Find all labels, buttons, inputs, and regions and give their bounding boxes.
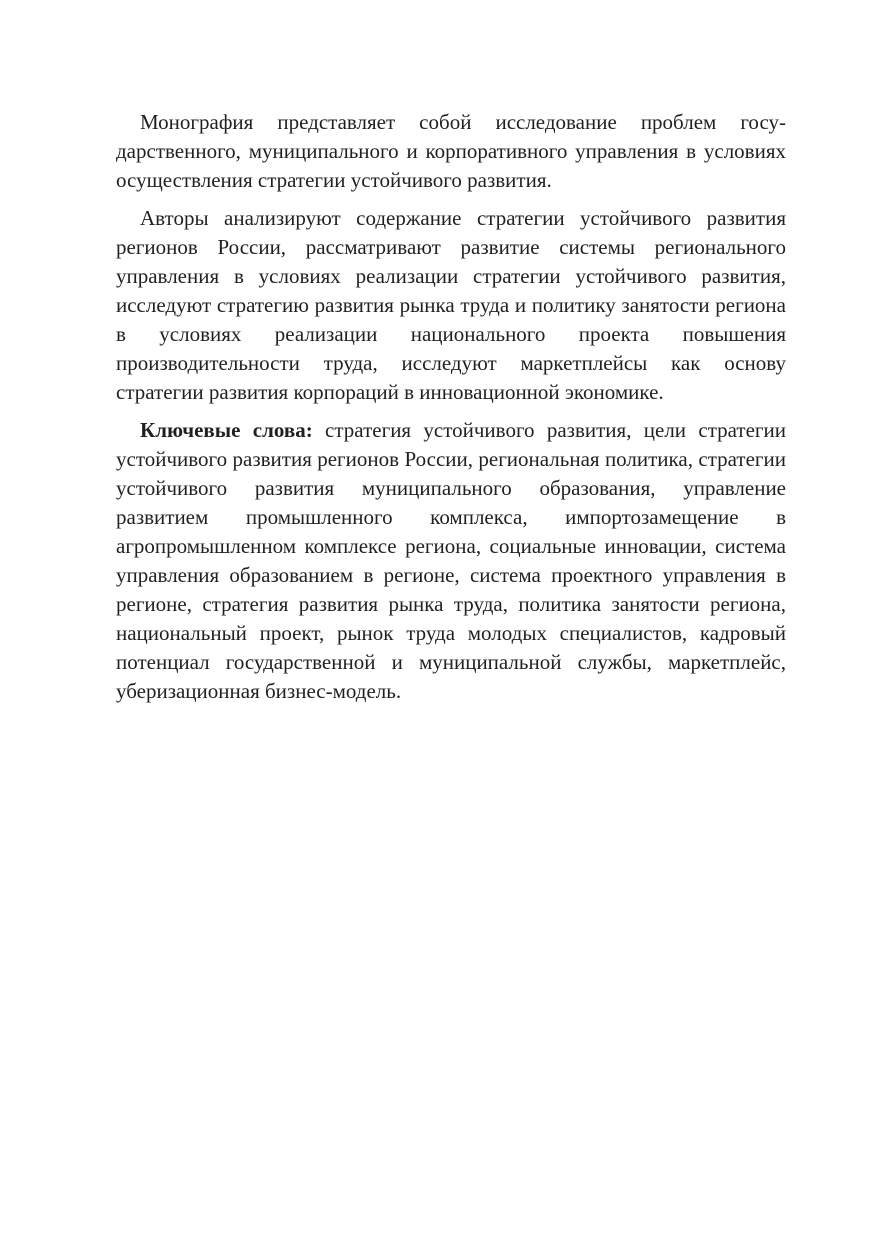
keywords-text: стратегия устойчивого развития, цели стратегии устойчивого развития регионов России, региональная политика, стратегии устойчивого развития муниципального образования, управление развитием промышленного комплекса, импортозамещение в агропромышленном комплексе региона, социальные инновации, система управления образованием в регионе, система проектного управления в регионе, стратегия развития рынка труда, политика занятости региона, национальный проект, рынок труда молодых специалистов, кадровый потенциал государственной и муниципальной службы, маркетплейс, уберизационная бизнес-модель. <box>116 418 786 703</box>
keywords-paragraph <box>116 416 786 706</box>
page-body <box>116 108 786 706</box>
abstract-paragraph-1: Монография представляет собой исследование проблем государственного, муниципального и корпоративного управления в условиях осуществления стратегии устойчивого развития. <box>116 110 786 192</box>
abstract-paragraph-2: Авторы анализируют содержание стратегии устойчивого развития регионов России, рассматривают развитие системы регионального управления в условиях реализации стратегии устойчивого развития, исследуют стратегию развития рынка труда и политику занятости региона в условиях реализации национального проекта повышения производительности труда, исследуют маркетплейсы как основу стратегии развития корпораций в инновационной экономике. <box>116 206 786 404</box>
keywords-label: Ключевые слова: <box>140 418 313 442</box>
